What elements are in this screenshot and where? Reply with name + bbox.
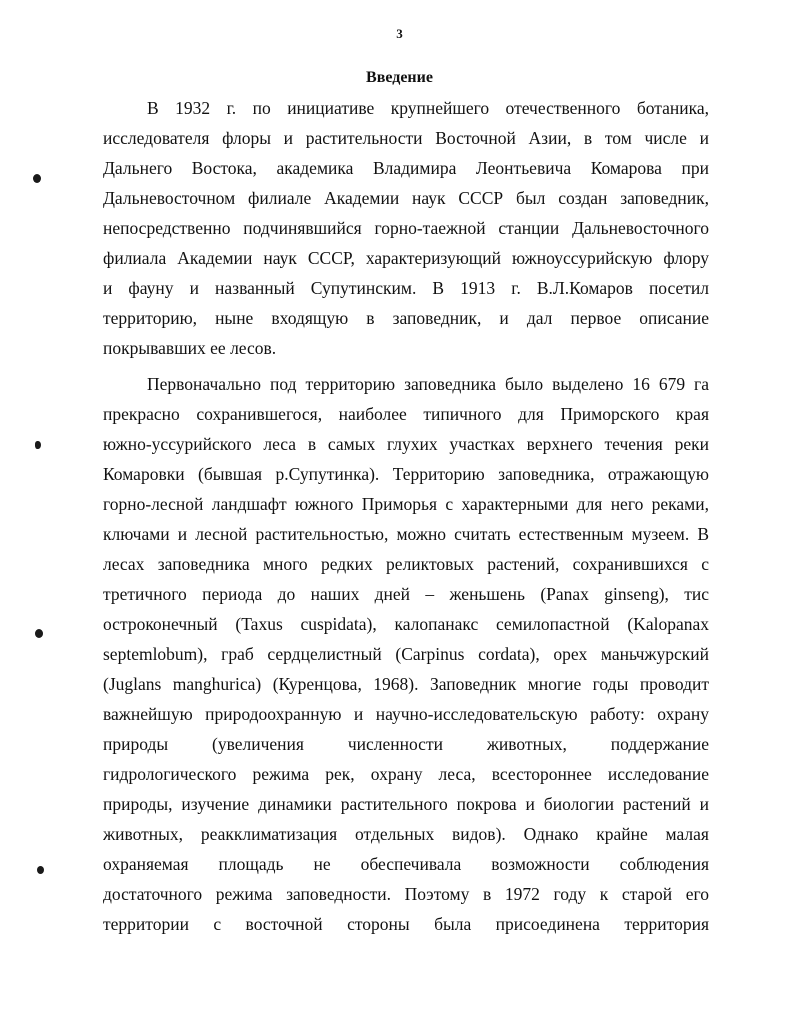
text-line: и фауну и названный Супутинским. В 1913 г. В.Л.Комаров посетил [103,278,709,298]
text-line: гидрологического режима рек, охрану леса, всестороннее исследование [103,764,709,784]
paragraph-2 [103,369,709,939]
text-line: территории с восточной стороны была присоединена территория [103,914,709,934]
text-line: покрывавших ее лесов. [103,338,277,358]
text-line: остроконечный (Taxus cuspidata), калопанакс семилопастной (Kalopanax [103,614,709,634]
margin-ink-dot [33,174,41,183]
text-line: южно-уссурийского леса в самых глухих участках верхнего течения реки [103,434,709,454]
text-line: непосредственно подчинявшийся горно-таежной станции Дальневосточного [103,218,709,238]
text-line: горно-лесной ландшафт южного Приморья с характерными для него реками, [103,494,709,514]
text-line: ключами и лесной растительностью, можно считать естественным музеем. В [103,524,709,544]
section-heading: Введение [366,69,433,86]
margin-ink-dot [35,441,41,449]
text-line: (Juglans manghurica) (Куренцова, 1968). Заповедник многие годы проводит [103,674,709,694]
text-line: охраняемая площадь не обеспечивала возможности соблюдения [103,854,709,874]
text-line: достаточного режима заповедности. Поэтому в 1972 году к старой его [103,884,709,904]
text-line: природы (увеличения численности животных, поддержание [103,734,709,754]
text-line: третичного периода до наших дней – женьшень (Panax ginseng), тис [103,584,709,604]
text-line: исследователя флоры и растительности Восточной Азии, в том числе и [103,128,709,148]
text-line: филиала Академии наук СССР, характеризующий южноуссурийскую флору [103,248,709,268]
text-line: Дальневосточном филиале Академии наук СССР был создан заповедник, [103,188,709,208]
text-line: Дальнего Востока, академика Владимира Леонтьевича Комарова при [103,158,709,178]
text-line: Первоначально под территорию заповедника было выделено 16 679 га [147,374,709,394]
page-number: 3 [396,26,403,41]
text-line: Комаровки (бывшая р.Супутинка). Территорию заповедника, отражающую [103,464,709,484]
text-line: природы, изучение динамики растительного покрова и биологии растений и [103,794,709,814]
text-line: важнейшую природоохранную и научно-исследовательскую работу: охрану [103,704,709,724]
text-line: В 1932 г. по инициативе крупнейшего отечественного ботаника, [147,98,709,118]
text-line: лесах заповедника много редких реликтовых растений, сохранившихся с [103,554,709,574]
text-line: septemlobum), граб сердцелистный (Carpinus cordata), орех маньчжурский [103,644,709,664]
text-line: территорию, ныне входящую в заповедник, и дал первое описание [103,308,709,328]
text-line: животных, реакклиматизация отдельных видов). Однако крайне малая [103,824,709,844]
paragraph-1 [103,93,709,363]
margin-ink-dot [35,629,43,638]
text-line: прекрасно сохранившегося, наиболее типичного для Приморского края [103,404,709,424]
margin-ink-dot [37,866,44,874]
